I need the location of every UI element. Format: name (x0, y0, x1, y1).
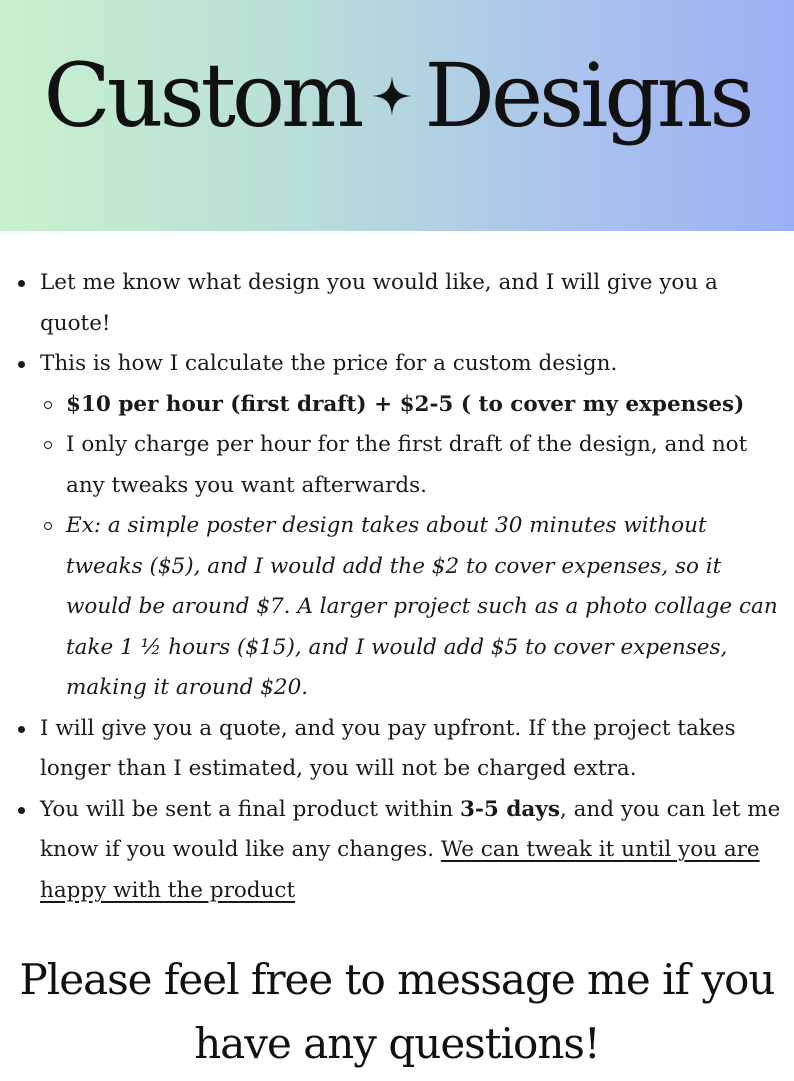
list-item (14, 709, 790, 790)
price-formula: $10 per hour (first draft) + $2-5 ( to cover my expenses) (66, 391, 745, 417)
list-item-text: Let me know what design you would like, and I will give you a quote! (40, 270, 718, 336)
closing-message (0, 948, 794, 1076)
info-list (14, 263, 790, 911)
circle-bullet-icon (44, 522, 52, 530)
list-item (14, 790, 790, 912)
sub-list-item (14, 425, 790, 506)
list-item-text: I will give you a quote, and you pay upfront. If the project takes longer than I estimated, you will not be charged extra. (40, 715, 736, 781)
list-item-text: You will be sent a final product within (40, 796, 461, 822)
sub-list-item (14, 506, 790, 709)
list-item-text: This is how I calculate the price for a custom design. (40, 351, 618, 376)
page-title (0, 44, 794, 147)
closing-line-1: Please feel free to message me if you (19, 955, 775, 1004)
sub-list-item (14, 385, 790, 426)
bullet-icon (18, 807, 25, 814)
circle-bullet-icon (44, 441, 52, 449)
circle-bullet-icon (44, 401, 52, 409)
closing-line-2: have any questions! (194, 1019, 600, 1068)
example-text: Ex: a simple poster design takes about 30 minutes without tweaks ($5), and I would add the $2 to cover expenses, so it would be around $7. A larger project such as a photo collage can take 1 ½ hours ($15), and I would add $5 to cover expenses, making it around $20. (66, 513, 778, 700)
sub-list-item-text: I only charge per hour for the first draft of the design, and not any tweaks you want afterwards. (66, 432, 748, 498)
title-right: Designs (424, 44, 751, 147)
bullet-icon (18, 361, 25, 368)
title-left: Custom (43, 44, 361, 147)
list-item-text: , and you can let me know if you would like any changes. (40, 796, 781, 862)
delivery-time: 3-5 days (460, 796, 560, 822)
bullet-icon (18, 280, 25, 287)
tweak-guarantee: We can tweak it until you are happy with the product (40, 837, 760, 903)
bullet-icon (18, 726, 25, 733)
four-point-star-icon (370, 74, 414, 118)
list-item (14, 344, 790, 385)
list-item (14, 263, 790, 344)
